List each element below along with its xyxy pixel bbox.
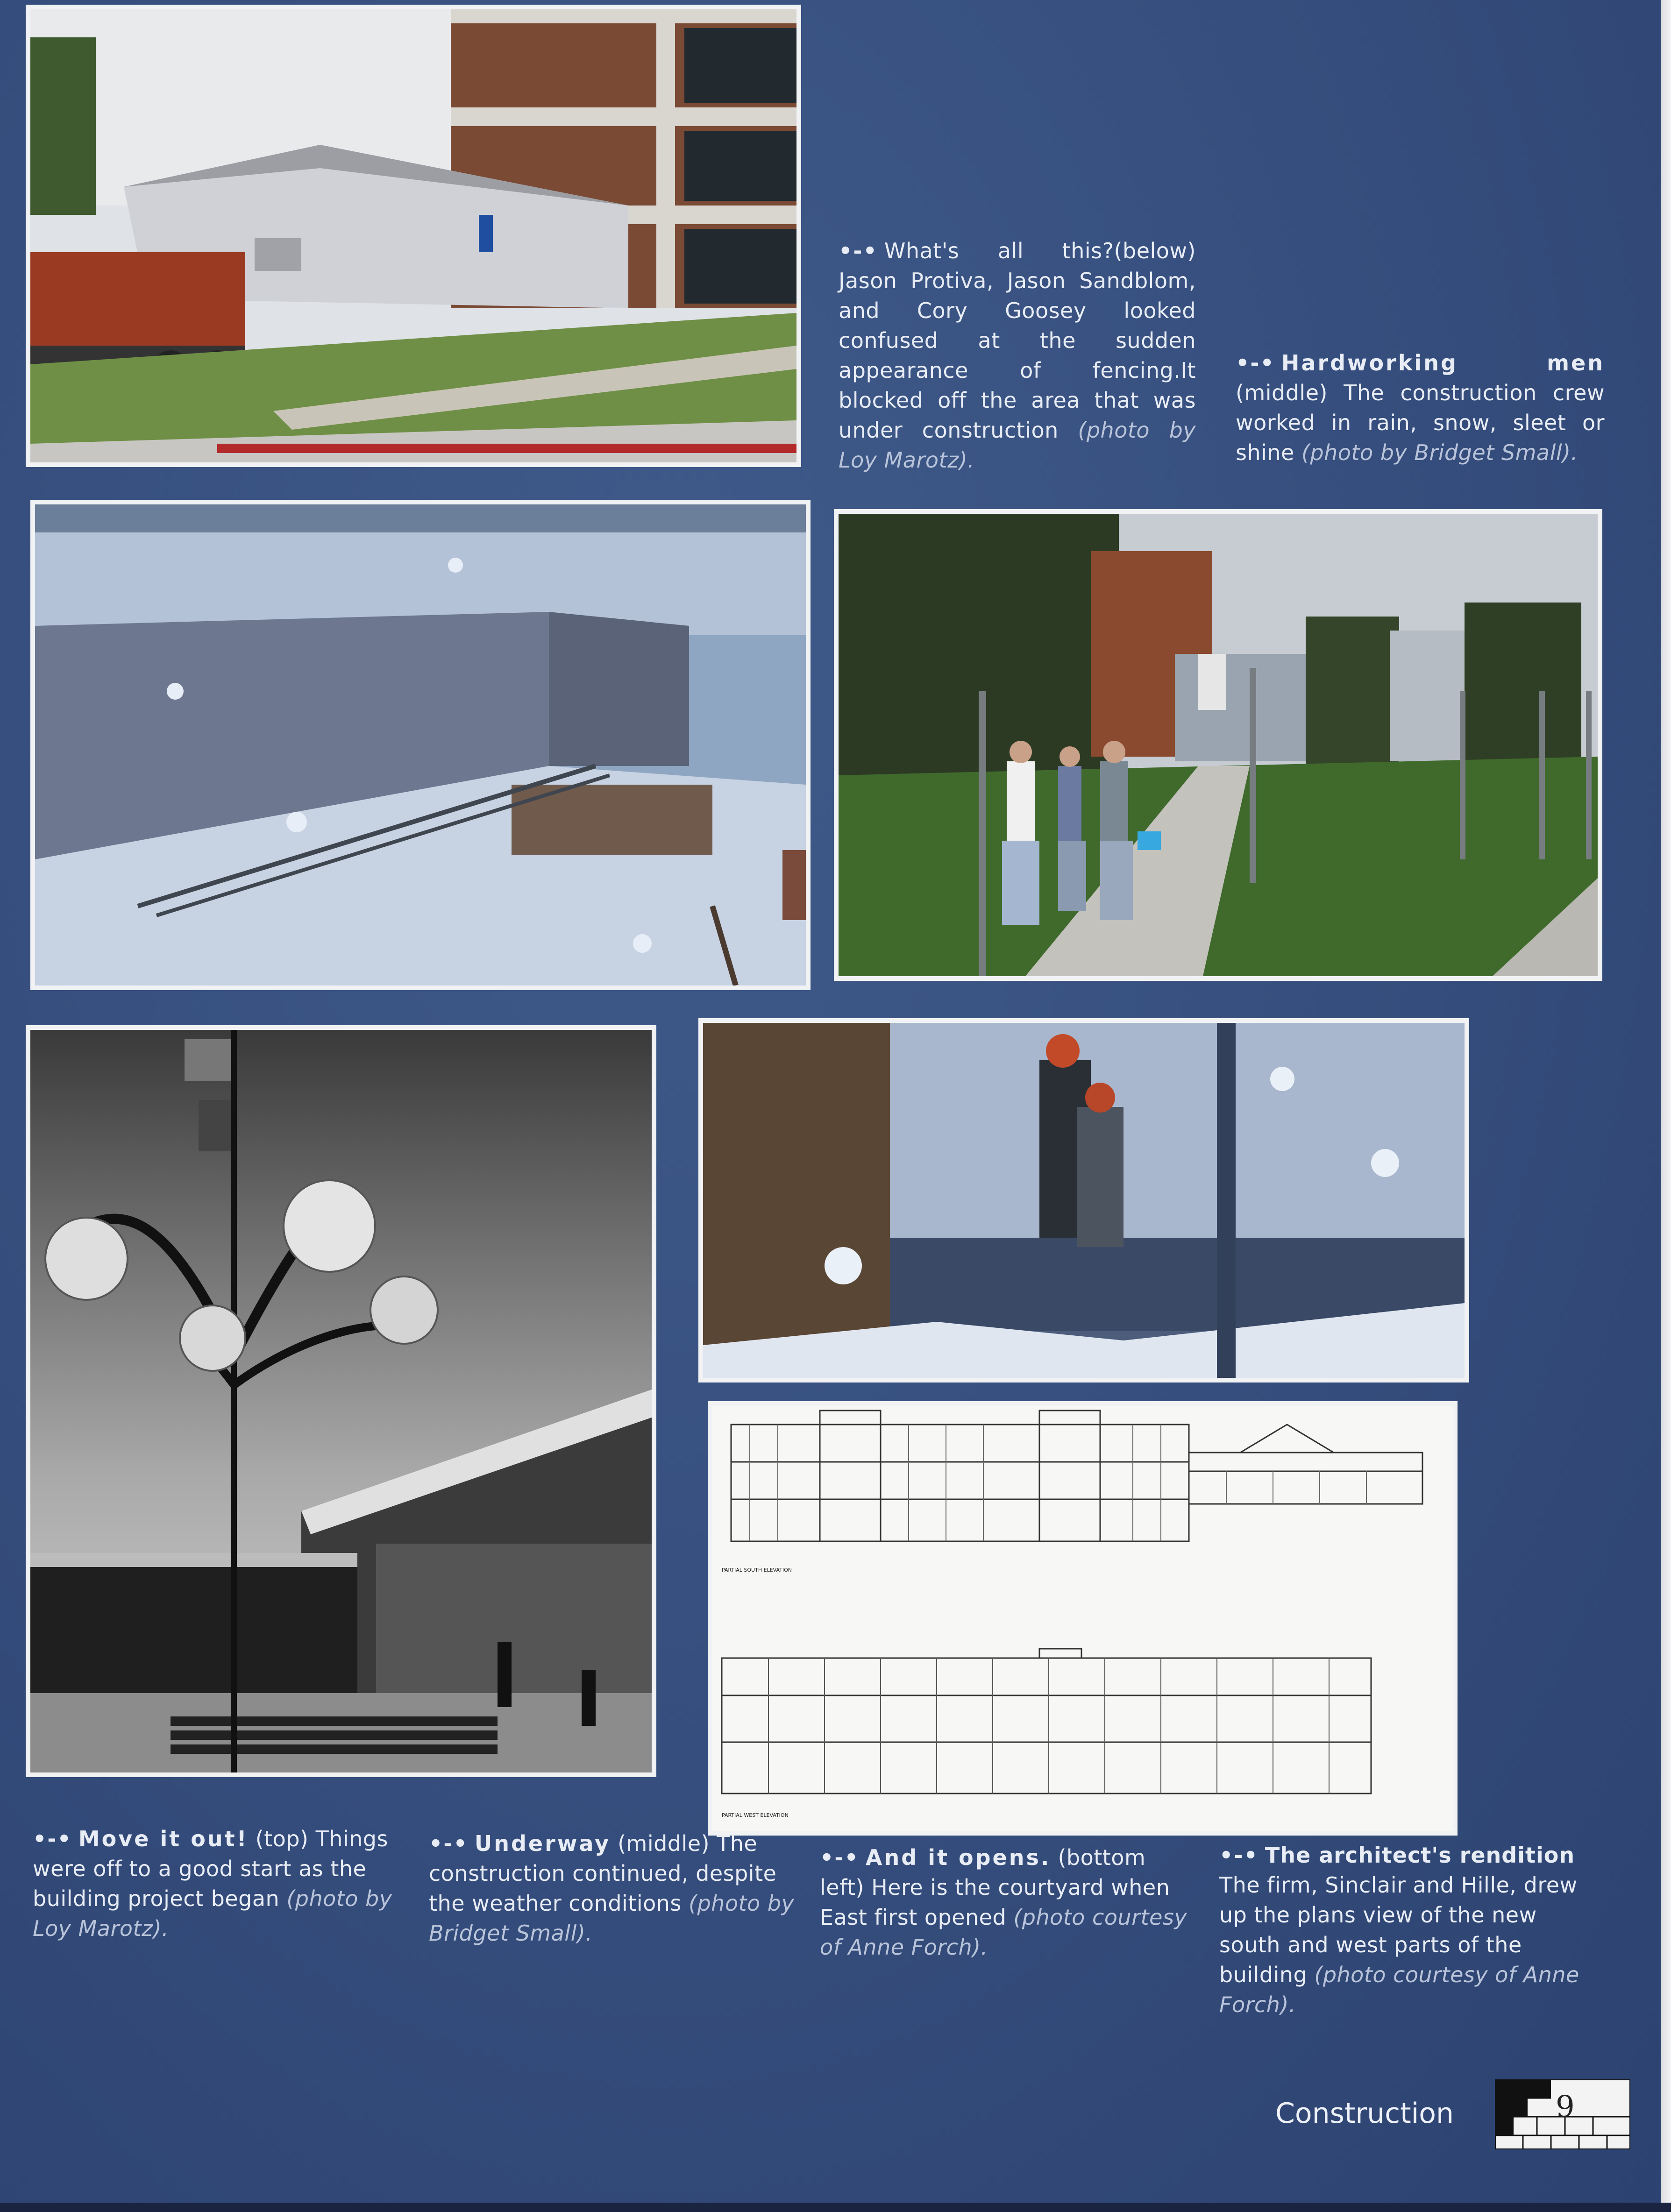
caption-position: (middle) [618,1831,710,1856]
photo-students-fencing [834,509,1602,981]
page-bottom-edge [0,2203,1671,2212]
page-number: 9 [1556,2090,1575,2124]
caption-architects-rendition [1219,1840,1602,2020]
section-title: Construction [1275,2097,1454,2130]
caption-body: The construction continued, despite the weather conditions [429,1831,777,1916]
caption-credit: (photo courtesy of Anne Forch). [820,1905,1187,1960]
caption-credit: (photo by Loy Marotz). [33,1886,392,1941]
caption-bullet: •-• [1219,1843,1259,1868]
caption-position: (middle) [1236,380,1328,405]
caption-hardworking-men [1236,348,1605,468]
caption-bullet: •-• [820,1845,859,1870]
caption-body: Jason Protiva, Jason Sandblom, and Cory Goosey looked confused at the sudden appearance of fencing.It blocked off the area that was under construction [839,268,1196,443]
photo-architect-drawing [708,1401,1458,1836]
caption-position: (below) [1114,238,1196,263]
caption-credit: (photo by Bridget Small). [1301,440,1578,465]
caption-bullet: •-• [839,238,878,263]
caption-credit: (photo courtesy of Anne Forch). [1219,1962,1579,2017]
caption-bullet: •-• [1236,350,1275,376]
caption-move-it-out [33,1824,397,1943]
caption-lead: The architect's rendition [1265,1843,1575,1868]
drawing-label-west: PARTIAL WEST ELEVATION [722,1812,789,1818]
caption-underway [429,1829,807,1948]
caption-bullet: •-• [33,1826,72,1851]
caption-body: Things were off to a good start as the building project began [33,1826,388,1911]
drawing-label-south: PARTIAL SOUTH ELEVATION [722,1567,792,1573]
caption-whats-all-this [839,236,1196,475]
caption-lead: What's all this? [884,238,1114,263]
photo-workers-snow [698,1018,1469,1382]
caption-lead: And it opens. [865,1845,1051,1870]
caption-lead: Move it out! [78,1826,249,1851]
caption-lead: Hardworking men [1281,350,1605,376]
photo-snowy-foundation [30,500,811,990]
caption-lead: Underway [474,1831,611,1856]
caption-and-it-opens [820,1843,1196,1962]
caption-bullet: •-• [429,1831,468,1856]
caption-body: Here is the courtyard when East first opened [820,1875,1170,1930]
caption-body: The firm, Sinclair and Hille, drew up the plans view of the new south and west parts of the building [1219,1872,1578,1987]
caption-credit: (photo by Bridget Small). [429,1891,795,1946]
caption-credit: (photo by Loy Marotz). [839,418,1196,473]
photo-moving-building [26,5,801,467]
photo-courtyard-opening [26,1025,656,1777]
page-number-badge [1495,2079,1630,2149]
caption-position: (bottom left) [820,1845,1146,1900]
caption-position: (top) [255,1826,309,1851]
page-edge [1661,0,1671,2212]
caption-body: The construction crew worked in rain, snow, sleet or shine [1236,380,1605,465]
